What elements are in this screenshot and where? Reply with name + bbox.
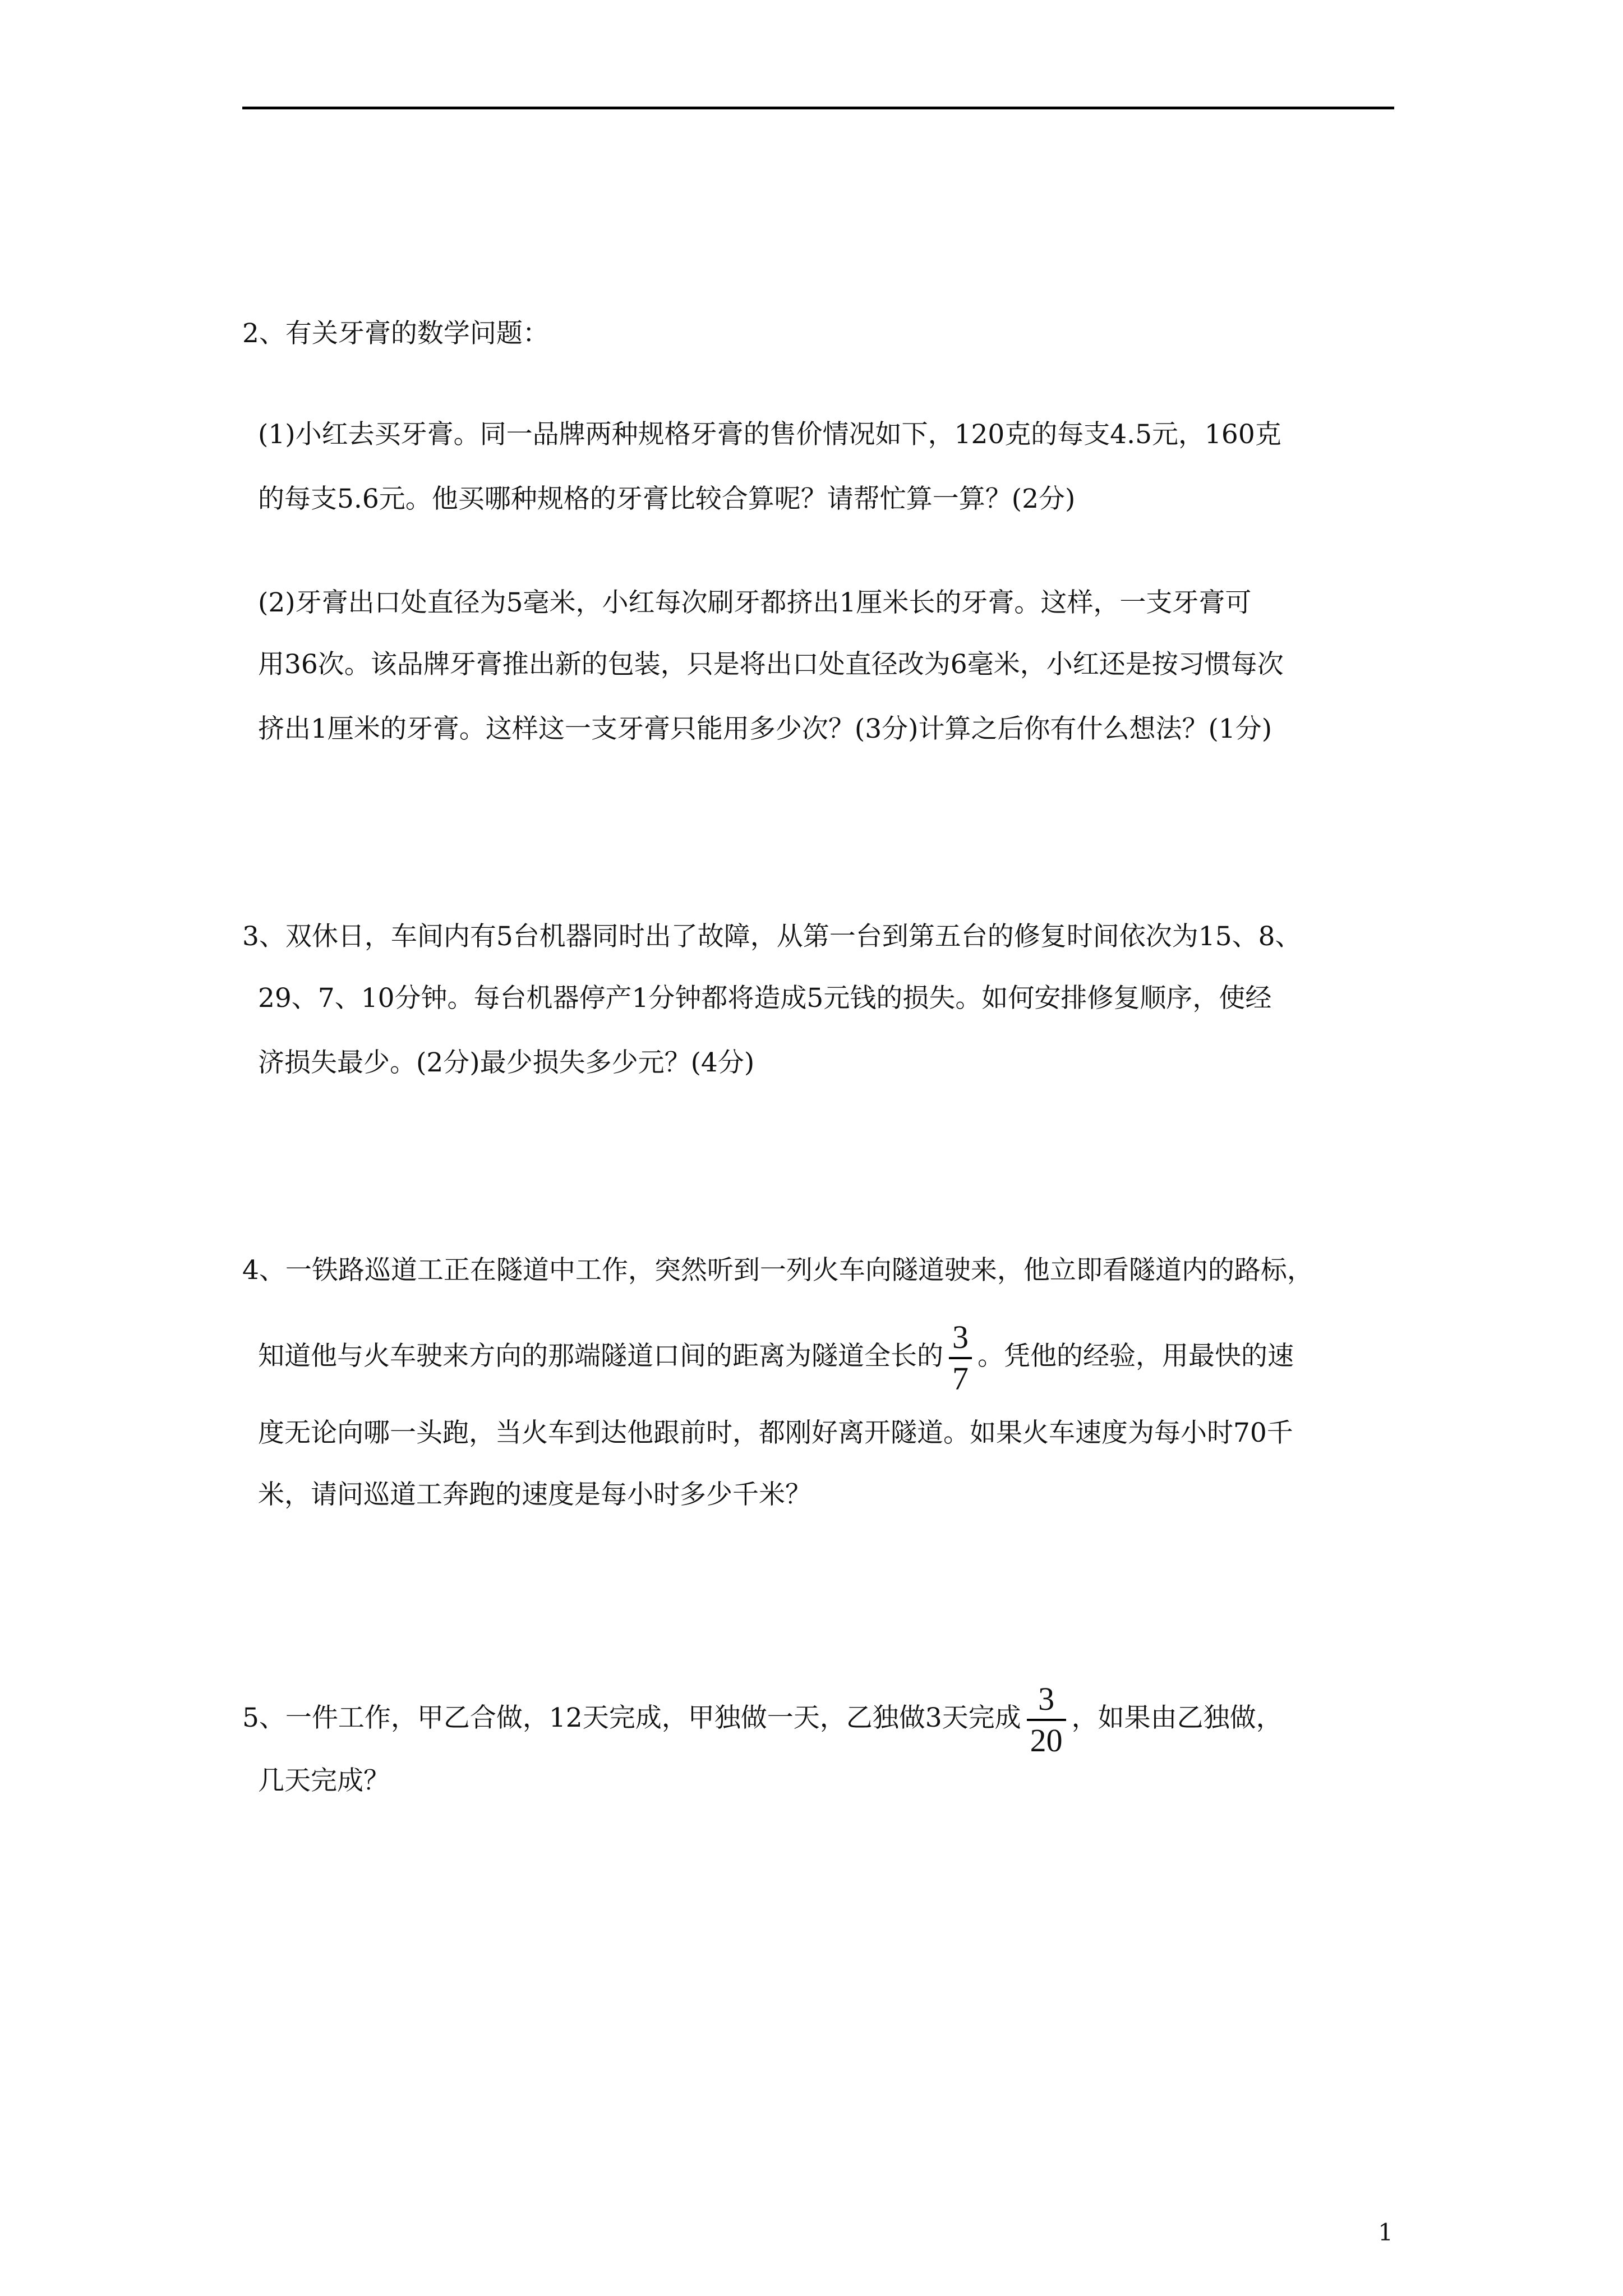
fraction-denominator: 7 — [952, 1360, 969, 1397]
q4-line1: 4、一铁路巡道工正在隧道中工作，突然听到一列火车向隧道驶来，他立即看隧道内的路标， — [242, 1255, 1313, 1286]
fraction-three-sevenths — [949, 1321, 972, 1395]
fraction-denominator: 20 — [1030, 1722, 1063, 1759]
fraction-numerator: 3 — [949, 1321, 972, 1359]
fraction-three-twentieths — [1027, 1683, 1066, 1757]
q2-part1-line2: 的每支5.6元。他买哪种规格的牙膏比较合算呢？请帮忙算一算？(2分) — [258, 484, 1076, 514]
q2-part2-line3: 挤出1厘米的牙膏。这样这一支牙膏只能用多少次？(3分)计算之后你有什么想法？(1分) — [258, 714, 1272, 744]
fraction-numerator: 3 — [1027, 1683, 1066, 1721]
header-rule — [242, 107, 1394, 109]
q3-line2: 29、7、10分钟。每台机器停产1分钟都将造成5元钱的损失。如何安排修复顺序，使经 — [258, 983, 1272, 1014]
page-number: 1 — [1378, 2219, 1393, 2246]
q4-line2 — [258, 1321, 1294, 1395]
q5-line1-before: 5、一件工作，甲乙合做，12天完成，甲独做一天，乙独做3天完成 — [242, 1703, 1021, 1733]
q4-line2-before: 知道他与火车驶来方向的那端隧道口间的距离为隧道全长的 — [258, 1341, 943, 1372]
q5-line1-after: ，如果由乙独做， — [1071, 1703, 1283, 1733]
q4-line3: 度无论向哪一头跑，当火车到达他跟前时，都刚好离开隧道。如果火车速度为每小时70千 — [258, 1418, 1293, 1448]
q4-line4: 米，请问巡道工奔跑的速度是每小时多少千米？ — [258, 1479, 811, 1510]
q5-line2: 几天完成？ — [258, 1765, 390, 1796]
q2-part1-line1: (1)小红去买牙膏。同一品牌两种规格牙膏的售价情况如下，120克的每支4.5元，160克 — [258, 419, 1281, 450]
q2-title: 2、有关牙膏的数学问题： — [242, 318, 549, 349]
q2-part2-line2: 用36次。该品牌牙膏推出新的包装，只是将出口处直径改为6毫米，小红还是按习惯每次 — [258, 649, 1284, 680]
q3-line3: 济损失最少。(2分)最少损失多少元？(4分) — [258, 1047, 755, 1078]
q2-part2-line1: (2)牙膏出口处直径为5毫米，小红每次刷牙都挤出1厘米长的牙膏。这样，一支牙膏可 — [258, 587, 1252, 618]
q4-line2-after: 。凭他的经验，用最快的速 — [978, 1341, 1294, 1372]
q5-line1 — [242, 1683, 1283, 1757]
q3-line1: 3、双休日，车间内有5台机器同时出了故障，从第一台到第五台的修复时间依次为15、8、 — [242, 921, 1302, 952]
